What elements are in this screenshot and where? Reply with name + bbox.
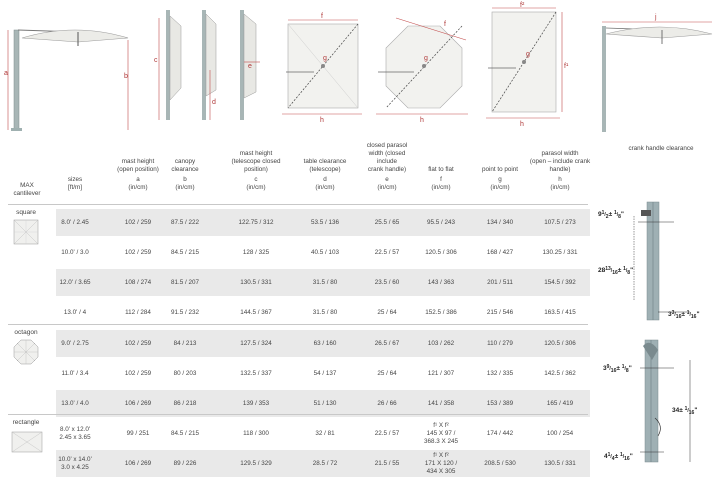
table-cell: 22.5 / 57	[374, 430, 400, 437]
label-f-octagon: f	[444, 21, 446, 28]
table-cell: 107.5 / 273	[544, 219, 576, 226]
divider-rectangle	[8, 414, 588, 415]
label-f2: f²	[520, 2, 525, 9]
table-cell: 80 / 203	[173, 370, 197, 377]
table-cell: 154.5 / 392	[544, 279, 576, 286]
column-title: mast height (open position)	[117, 158, 159, 173]
table-cell: f¹ X f² 171 X 120 / 434 X 305	[424, 452, 458, 475]
column-unit: h (in/cm)	[550, 176, 570, 191]
table-cell: 23.5 / 60	[374, 279, 400, 286]
category-square: square	[16, 209, 36, 216]
column-title: point to point	[481, 166, 519, 173]
label-b: b	[124, 73, 128, 80]
rectangle-top-view	[486, 2, 569, 128]
table-cell: 31.5 / 80	[312, 279, 338, 286]
table-cell: 84.5 / 215	[170, 430, 199, 437]
table-cell: 95.5 / 243	[426, 219, 455, 226]
table-cell: 208.5 / 530	[484, 460, 516, 467]
divider-top	[8, 204, 588, 205]
table-cell: 63 / 160	[313, 340, 337, 347]
table-cell: 10.0' / 3.0	[61, 249, 89, 256]
table-cell: 13.0' / 4.0	[61, 400, 89, 407]
label-g: g	[323, 55, 327, 62]
table-cell: 106 / 269	[124, 400, 152, 407]
table-cell: 102 / 259	[124, 340, 152, 347]
label-c: c	[154, 57, 158, 64]
table-cell: 152.5 / 386	[425, 309, 457, 316]
table-cell: 40.5 / 103	[310, 249, 339, 256]
label-h: h	[320, 117, 324, 124]
label-h-octagon: h	[420, 117, 424, 124]
table-cell: 130.5 / 331	[240, 279, 272, 286]
table-cell: 22.5 / 57	[374, 249, 400, 256]
label-g-rect: g	[526, 51, 530, 58]
column-unit: f (in/cm)	[431, 176, 451, 191]
table-cell: 141 / 358	[427, 400, 455, 407]
column-unit: b (in/cm)	[175, 176, 195, 191]
table-cell: 139 / 353	[242, 400, 270, 407]
table-cell: 174 / 442	[486, 430, 514, 437]
column-title: mast height (telescope closed position)	[231, 150, 281, 173]
table-cell: 103 / 262	[427, 340, 455, 347]
crank-clearance-drawing-1	[598, 202, 700, 320]
table-cell: 132.5 / 337	[240, 370, 272, 377]
table-cell: 121 / 307	[427, 370, 455, 377]
column-title: flat to flat	[428, 166, 454, 173]
table-cell: 112 / 284	[125, 309, 151, 316]
rectangle-thumbnail	[12, 432, 42, 452]
category-rectangle: rectangle	[12, 419, 40, 426]
label-g-octagon: g	[424, 55, 428, 62]
table-cell: 130.5 / 331	[544, 460, 576, 467]
table-cell: 32 / 81	[315, 430, 335, 437]
table-cell: 91.5 / 232	[170, 309, 199, 316]
column-title: parasol width (open – include crank handle)	[529, 150, 591, 173]
table-cell: 21.5 / 55	[374, 460, 400, 467]
dim-3-9-16: $3^9_{/16}\pm ^1_{/8}$"	[603, 364, 632, 374]
table-cell: 99 / 251	[126, 430, 150, 437]
dim-28: $28^{13}_{/16}\pm ^1_{/8}$"	[598, 266, 634, 276]
table-cell: 122.75 / 312	[238, 219, 274, 226]
table-cell: 120.5 / 306	[425, 249, 457, 256]
table-cell: 127.5 / 324	[240, 340, 272, 347]
table-cell: 12.0' / 3.65	[59, 279, 91, 286]
crank-clearance-drawing-2	[603, 340, 697, 462]
table-cell: 54 / 137	[313, 370, 337, 377]
table-cell: 9.0' / 2.75	[61, 340, 89, 347]
label-f: f	[321, 13, 323, 20]
table-cell: 25.5 / 65	[374, 219, 400, 226]
table-cell: 11.0' / 3.4	[61, 370, 89, 377]
column-title: closed parasol width (closed include crank handle)	[366, 142, 408, 173]
table-cell: 26.5 / 67	[374, 340, 400, 347]
table-cell: 215 / 546	[486, 309, 514, 316]
dim-9-half: $9^1_{/2}\pm ^1_{/8}$"	[598, 210, 624, 220]
label-f1: f¹	[564, 63, 569, 70]
table-cell: 102 / 259	[124, 219, 152, 226]
column-unit: c (in/cm)	[246, 176, 266, 191]
dim-4-quarter: $4^1_{/4}\pm ^1_{/16}$"	[604, 452, 633, 462]
dim-34: 34± $^1_{/16}$"	[672, 406, 698, 416]
label-e: e	[248, 63, 252, 70]
table-cell: 108 / 274	[124, 279, 152, 286]
table-cell: 106 / 269	[124, 460, 152, 467]
category-octagon: octagon	[14, 329, 38, 336]
table-cell: 86 / 218	[173, 400, 197, 407]
table-cell: 53.5 / 136	[310, 219, 339, 226]
column-title: canopy clearance	[171, 158, 199, 173]
table-cell: 25 / 64	[377, 370, 397, 377]
table-cell: 163.5 / 415	[544, 309, 576, 316]
table-cell: 168 / 427	[486, 249, 514, 256]
left-header: MAX cantilever	[13, 182, 41, 197]
table-cell: 87.5 / 222	[170, 219, 199, 226]
dim-3-3-16: $3^3_{/16}\pm ^1_{/16}$"	[668, 310, 700, 320]
closed-parasol-drawings	[154, 10, 260, 120]
column-unit: d (in/cm)	[315, 176, 335, 191]
table-cell: 144.5 / 367	[240, 309, 272, 316]
table-cell: 143 / 363	[427, 279, 455, 286]
table-cell: 201 / 511	[487, 279, 513, 286]
table-cell: 13.0' / 4	[63, 309, 87, 316]
table-cell: 8.0' x 12.0' 2.45 x 3.65	[59, 426, 91, 441]
label-j: j	[655, 14, 657, 21]
octagon-top-view	[376, 18, 468, 124]
table-cell: 84.5 / 215	[170, 249, 199, 256]
octagon-thumbnail	[14, 340, 38, 364]
column-unit: e (in/cm)	[377, 176, 397, 191]
label-d: d	[212, 99, 216, 106]
table-cell: 128 / 325	[242, 249, 270, 256]
table-cell: 142.5 / 362	[544, 370, 576, 377]
crank-side-view	[602, 14, 712, 132]
table-cell: 89 / 226	[173, 460, 197, 467]
table-cell: 25 / 64	[377, 309, 397, 316]
table-cell: 130.25 / 331	[542, 249, 578, 256]
table-cell: 10.0' x 14.0' 3.0 x 4.25	[58, 456, 92, 471]
square-thumbnail	[14, 220, 38, 244]
table-cell: 110 / 279	[487, 340, 513, 347]
table-cell: 102 / 259	[124, 249, 152, 256]
table-cell: 165 / 419	[546, 400, 574, 407]
column-unit: g (in/cm)	[490, 176, 510, 191]
table-cell: 132 / 335	[486, 370, 514, 377]
table-cell: 51 / 130	[313, 400, 337, 407]
side-view-drawing	[4, 30, 128, 131]
crank-title: crank handle clearance	[628, 145, 694, 152]
divider-octagon	[8, 324, 588, 325]
table-cell: 84 / 213	[173, 340, 197, 347]
column-unit: a (in/cm)	[128, 176, 148, 191]
table-cell: 8.0' / 2.45	[61, 219, 89, 226]
table-cell: 102 / 259	[124, 370, 152, 377]
table-cell: 153 / 389	[486, 400, 514, 407]
column-unit: sizes [ft/m]	[67, 176, 83, 191]
table-cell: 81.5 / 207	[170, 279, 199, 286]
table-cell: 28.5 / 72	[312, 460, 338, 467]
square-top-view	[282, 13, 362, 124]
table-cell: 118 / 300	[243, 430, 269, 437]
table-cell: 129.5 / 329	[240, 460, 272, 467]
table-cell: 120.5 / 306	[544, 340, 576, 347]
table-cell: 26 / 66	[377, 400, 397, 407]
table-cell: 100 / 254	[546, 430, 574, 437]
table-cell: 31.5 / 80	[312, 309, 338, 316]
table-cell: f¹ X f² 145 X 97 / 368.3 X 245	[424, 422, 458, 445]
label-a: a	[4, 70, 8, 77]
table-cell: 134 / 340	[486, 219, 514, 226]
label-h-rect: h	[520, 121, 524, 128]
column-title: table clearance (telescope)	[303, 158, 347, 173]
